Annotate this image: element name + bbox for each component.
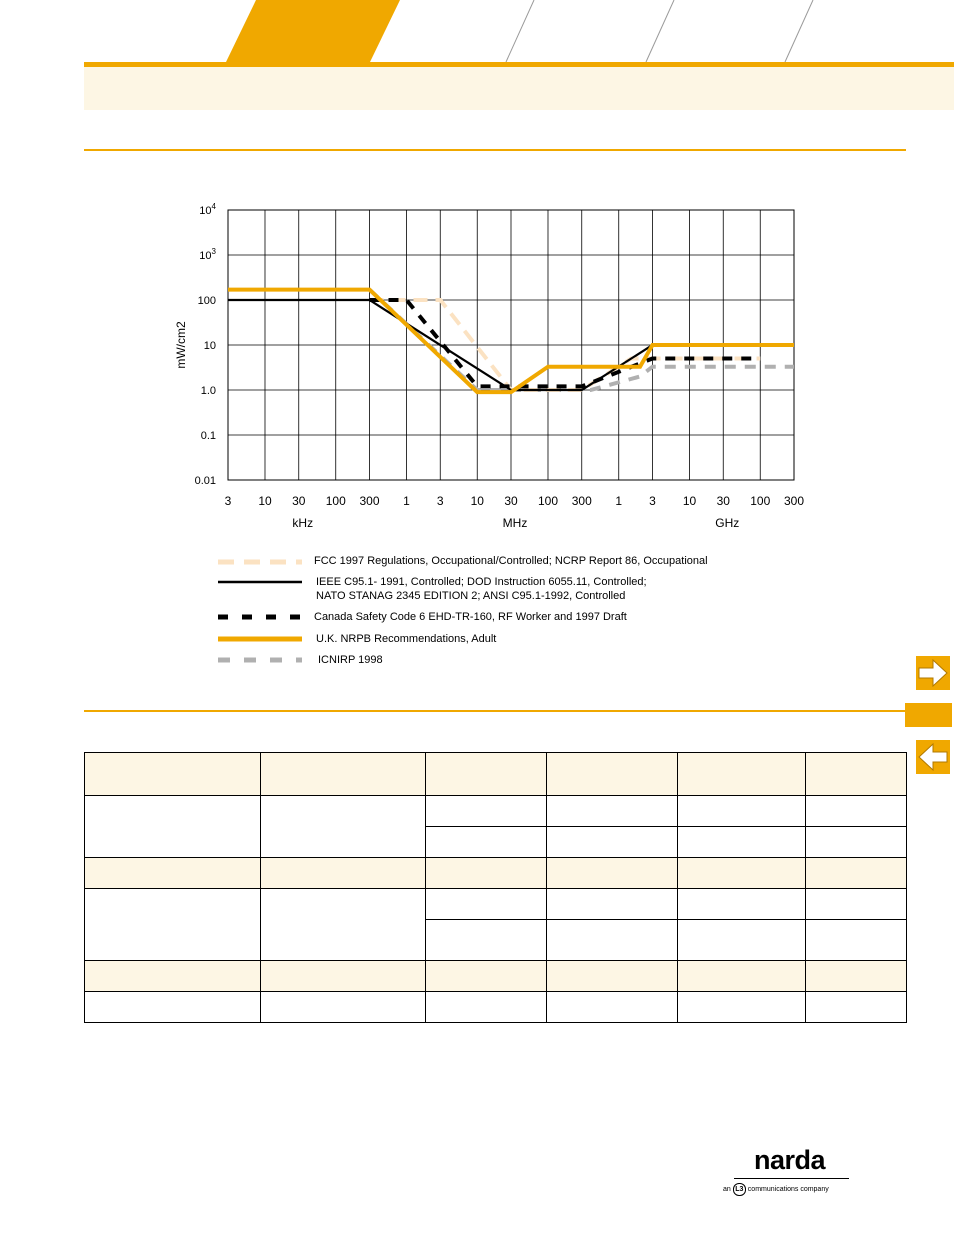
x-tick-label: 100 xyxy=(750,494,771,508)
logo-tagline: communications company xyxy=(747,1186,829,1193)
header-tab-divider xyxy=(646,0,674,62)
table-header-row xyxy=(85,753,907,796)
x-tick-label: 10 xyxy=(682,494,697,508)
table-cell xyxy=(261,753,426,796)
table-cell xyxy=(547,889,678,920)
table-cell xyxy=(261,992,426,1023)
header-tab-divider xyxy=(785,0,813,62)
x-tick-label: 3 xyxy=(436,494,444,508)
x-tick-label: 100 xyxy=(537,494,559,508)
y-tick-label: 0.01 xyxy=(194,475,216,487)
table-cell xyxy=(261,961,426,992)
header-band xyxy=(84,62,954,110)
header-tab-divider xyxy=(506,0,534,62)
table-cell xyxy=(426,858,547,889)
table-cell xyxy=(426,920,547,961)
legend-label-canada: Canada Safety Code 6 EHD-TR-160, RF Worker and 1997 Draft xyxy=(314,611,627,623)
table-cell xyxy=(806,753,907,796)
table-cell xyxy=(547,858,678,889)
previous-page-button[interactable] xyxy=(916,740,950,774)
legend-swatches xyxy=(210,550,320,675)
table-cell xyxy=(85,753,261,796)
table-cell xyxy=(547,827,678,858)
y-axis-label: mW/cm2 xyxy=(174,321,188,369)
table-cell xyxy=(426,827,547,858)
table-cell xyxy=(547,992,678,1023)
x-tick-label: 3 xyxy=(224,494,232,508)
table-cell xyxy=(261,796,426,858)
table-cell xyxy=(426,796,547,827)
y-tick-label: 0.1 xyxy=(200,430,216,442)
legend-label-ieee: IEEE C95.1- 1991, Controlled; DOD Instruction 6055.11, Controlled; xyxy=(316,576,647,588)
x-tick-label: 30 xyxy=(504,494,518,508)
x-unit-label: MHz xyxy=(502,516,528,530)
legend-label-fcc: FCC 1997 Regulations, Occupational/Controlled; NCRP Report 86, Occupational xyxy=(314,555,708,567)
table-cell xyxy=(261,858,426,889)
table-cell xyxy=(547,961,678,992)
table-cell xyxy=(261,889,426,961)
table-cell xyxy=(806,961,907,992)
table-cell xyxy=(806,889,907,920)
table-row xyxy=(85,858,907,889)
table-row xyxy=(85,796,907,827)
table-cell xyxy=(678,889,806,920)
y-tick-label: 10 xyxy=(203,340,216,352)
table-row xyxy=(85,992,907,1023)
table-cell xyxy=(426,889,547,920)
limits-table xyxy=(84,752,907,1023)
y-tick-label: $10^3$ xyxy=(199,247,216,262)
x-unit-label: GHz xyxy=(715,516,740,530)
table-cell xyxy=(806,827,907,858)
table-cell xyxy=(678,827,806,858)
x-tick-label: 30 xyxy=(292,494,306,508)
table-cell xyxy=(426,753,547,796)
header-tab-active[interactable] xyxy=(226,0,400,62)
x-tick-label: 3 xyxy=(649,494,656,508)
logo-rule xyxy=(734,1178,849,1179)
legend-label-ieee-cont: NATO STANAG 2345 EDITION 2; ANSI C95.1-1992, Controlled xyxy=(316,590,626,602)
x-tick-label: 10 xyxy=(258,494,272,508)
table-cell xyxy=(678,920,806,961)
table-row xyxy=(85,889,907,920)
table-cell xyxy=(426,961,547,992)
x-tick-label: 100 xyxy=(325,494,346,508)
table-cell xyxy=(678,796,806,827)
table-cell xyxy=(85,889,261,961)
table-cell xyxy=(678,992,806,1023)
table-cell xyxy=(678,858,806,889)
x-tick-label: 1 xyxy=(615,494,623,508)
x-tick-label: 10 xyxy=(470,494,484,508)
table-row xyxy=(85,961,907,992)
x-tick-label: 300 xyxy=(359,494,380,508)
table-cell xyxy=(426,992,547,1023)
legend-label-nrpb: U.K. NRPB Recommendations, Adult xyxy=(316,633,497,645)
y-tick-label: 100 xyxy=(197,295,216,307)
table-cell xyxy=(806,920,907,961)
legend-label-icnirp: ICNIRP 1998 xyxy=(318,654,383,666)
next-page-button[interactable] xyxy=(916,656,950,690)
logo-wordmark: narda xyxy=(754,1145,826,1175)
table-cell xyxy=(85,858,261,889)
current-page-tab[interactable] xyxy=(905,703,952,727)
table-cell xyxy=(678,961,806,992)
logo-tagline-row xyxy=(723,1183,829,1196)
x-tick-label: 300 xyxy=(783,494,805,508)
y-tick-label: $10^4$ xyxy=(199,202,216,217)
table-cell xyxy=(678,753,806,796)
chart-legend xyxy=(210,550,830,675)
narda-logo xyxy=(720,1145,855,1200)
table-cell xyxy=(547,753,678,796)
l3-badge-icon: L3 xyxy=(733,1183,746,1196)
x-tick-label: 300 xyxy=(571,494,592,508)
exposure-limits-chart xyxy=(170,195,830,540)
table-cell xyxy=(85,992,261,1023)
logo-prefix: an xyxy=(723,1186,731,1193)
y-tick-label: 1.0 xyxy=(200,385,216,397)
section-rule xyxy=(84,710,906,712)
x-tick-label: 1 xyxy=(403,494,410,508)
x-unit-label: kHz xyxy=(292,516,314,530)
table-cell xyxy=(85,961,261,992)
table-cell xyxy=(806,992,907,1023)
section-rule xyxy=(84,149,906,151)
x-tick-label: 30 xyxy=(716,494,730,508)
table-cell xyxy=(806,858,907,889)
table-cell xyxy=(85,796,261,858)
table-cell xyxy=(547,796,678,827)
table-cell xyxy=(547,920,678,961)
table-cell xyxy=(806,796,907,827)
header-tabs xyxy=(0,0,954,66)
